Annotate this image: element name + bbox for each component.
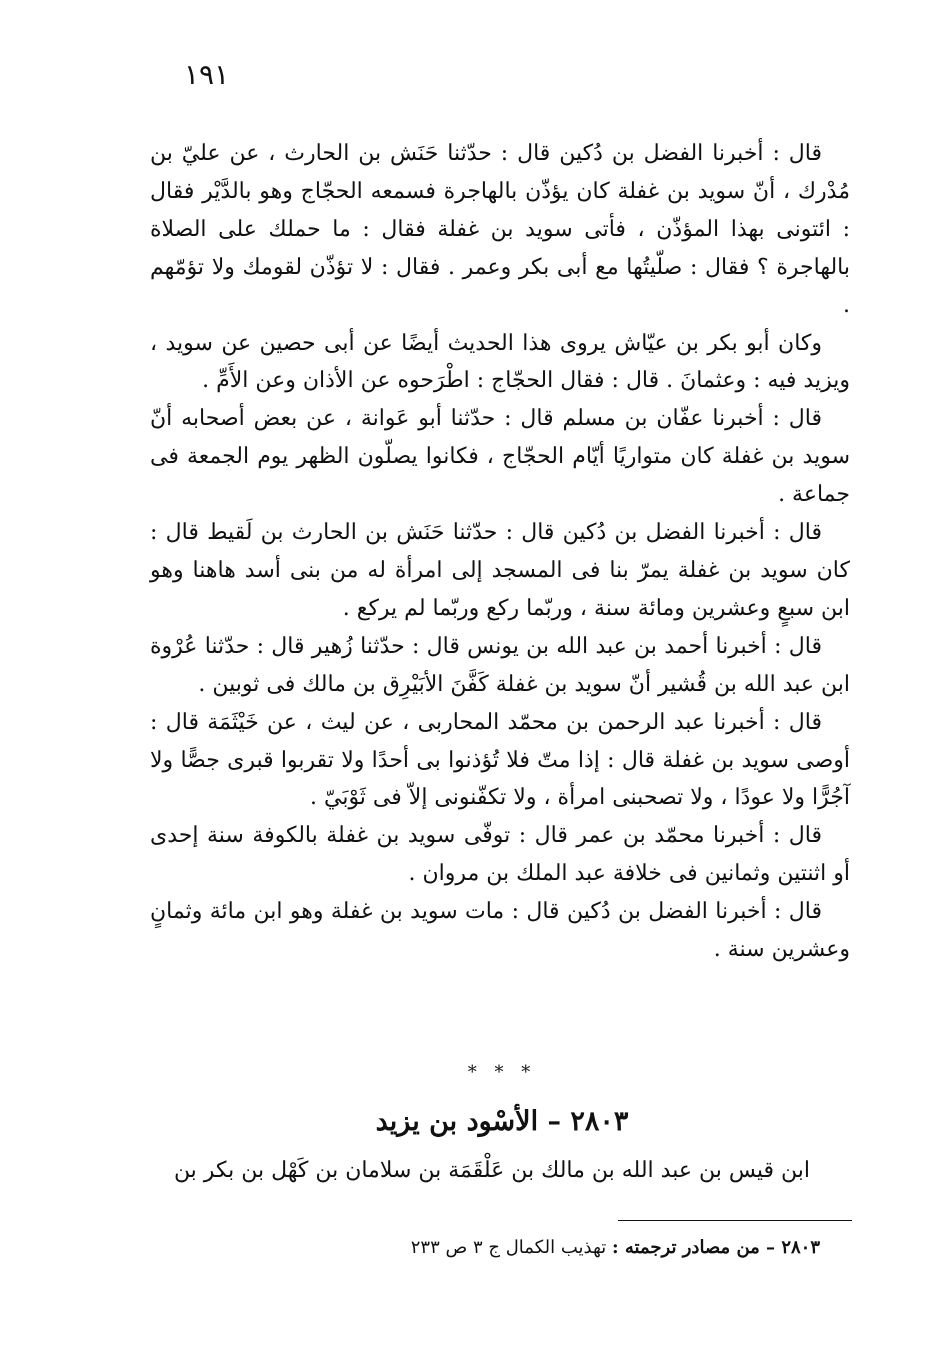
footnote-text: تهذيب الكمال ج ٣ ص ٢٣٣ <box>410 1237 607 1258</box>
paragraph: قال : أخبرنا أحمد بن عبد الله بن يونس قال : حدّثنا زُهير قال : حدّثنا عُرْوة ابن عبد الله بن قُشير أنّ سويد بن غفلة كَفَّنَ الأبَيْرِق بن مالك فى ثوبين . <box>150 633 850 697</box>
paragraph: قال : أخبرنا الفضل بن دُكين قال : مات سويد بن غفلة وهو ابن مائة وثمانٍ وعشرين سنة . <box>150 899 850 963</box>
section-separator: * * * <box>467 1062 537 1083</box>
paragraph: قال : أخبرنا الفضل بن دُكين قال : حدّثنا حَنَش بن الحارث ، عن عليّ بن مُدْرك ، أنّ سويد بن غفلة كان يؤذّن بالهاجرة فسمعه الحجّاج وهو بالدَّيْر فقال : ائتونى بهذا المؤذّن ، فأتى سويد بن غفلة فقال : ما حملك على الصلاة بالهاجرة ؟ فقال : صلّيتُها مع أبى بكر وعمر . فقال : لا تؤذّن لقومك ولا تؤمّهم . <box>150 141 850 318</box>
paragraph: قال : أخبرنا الفضل بن دُكين قال : حدّثنا حَنَش بن الحارث بن لَقيط قال : كان سويد بن غفلة يمرّ بنا فى المسجد إلى امرأة له من بنى أسد هاهنا وهو ابن سبعٍ وعشرين ومائة سنة ، وربّما ركع وربّما لم يركع . <box>150 520 850 621</box>
footnote <box>330 1234 820 1262</box>
paragraph: قال : أخبرنا عبد الرحمن بن محمّد المحاربى ، عن ليث ، عن خَيْثَمَة قال : أوصى سويد بن غفلة قال : إذا متّ فلا تُؤذنوا بى أحدًا ولا تقربوا قبرى جصًّا ولا آجُرًّا ولا عودًا ، ولا تصحبنى امرأة ، ولا تكفّنونى إلاّ فى ثَوْبَيّ . <box>150 709 850 811</box>
footnote-divider <box>618 1220 852 1221</box>
lineage-line: ابن قيس بن عبد الله بن مالك بن عَلْقَمَة بن سلامان بن كَهْل بن بكر بن <box>173 1158 810 1183</box>
paragraph: قال : أخبرنا عفّان بن مسلم قال : حدّثنا أبو عَوانة ، عن بعض أصحابه أنّ سويد بن غفلة كان متواريًا أيّام الحجّاج ، فكانوا يصلّون الظهر يوم الجمعة فى جماعة . <box>150 406 850 508</box>
paragraph: قال : أخبرنا محمّد بن عمر قال : توفّى سويد بن غفلة بالكوفة سنة إحدى أو اثنتين وثمانين فى خلافة عبد الملك بن مروان . <box>150 823 850 887</box>
paragraph: وكان أبو بكر بن عيّاش يروى هذا الحديث أيضًا عن أبى حصين عن سويد ، ويزيد فيه : وعثمانَ . قال : فقال الحجّاج : اطْرَحوه عن الأذان وعن الأَمِّ . <box>150 330 850 394</box>
entry-heading: ٢٨٠٣ – الأسْود بن يزيد <box>375 1106 629 1137</box>
main-text <box>150 135 850 969</box>
page-number: ١٩١ <box>184 58 230 91</box>
footnote-label: ٢٨٠٣ – من مصادر ترجمته : <box>612 1237 820 1258</box>
